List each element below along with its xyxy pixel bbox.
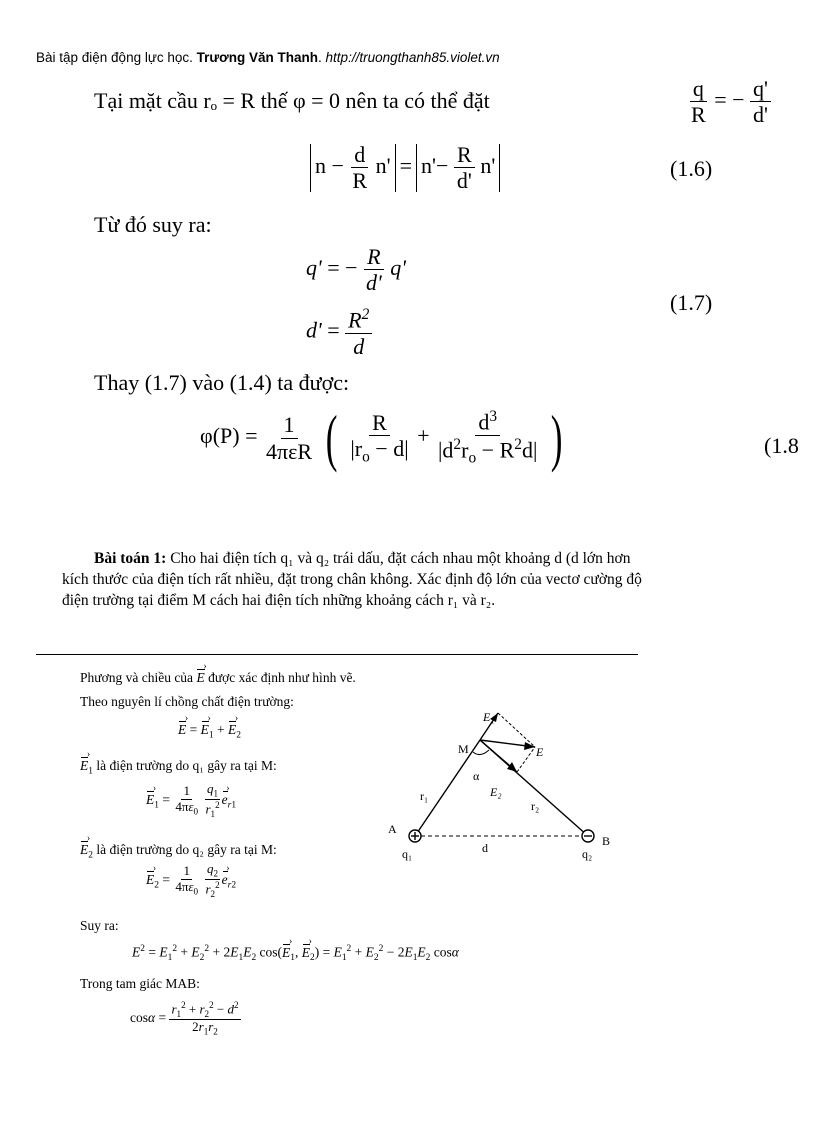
page-header <box>36 50 500 65</box>
label-E1: E₁ <box>483 710 495 724</box>
line-surface-condition <box>94 88 490 114</box>
header-subject: Bài tập điện động lực học. <box>36 50 197 65</box>
angle-alpha-arc <box>473 750 489 755</box>
eq-1-7-b: d' = $\frac{R^2}{d}$ <box>306 306 372 359</box>
eq-q-over-R: $\frac{q}{R}$ = − $\frac{q'}{d'}$ <box>688 76 771 128</box>
eq-label-1-6: (1.6) <box>670 156 713 181</box>
eq-1-8: φ(P) = $\frac{1}{\text{4πεR}}$ ( $\frac{R}{|r_o - d|}$ + $\frac{d^3}{|d^2r_o - R^2d|}$ ) <box>200 402 563 473</box>
sol-line-5: Suy ra: <box>80 918 119 933</box>
sol-line-1: Phương và chiều của E › được xác định như hình vẽ. <box>80 670 356 686</box>
label-r1: r₁ <box>420 789 429 803</box>
label-q2: q₂ <box>582 847 593 861</box>
problem-title: Bài toán 1: <box>94 550 167 567</box>
label-M: M <box>458 742 469 756</box>
label-E: E <box>536 745 544 759</box>
problem-statement <box>62 548 658 611</box>
sol-l4: là điện trường do q₂ gây ra tại M: <box>96 842 277 857</box>
sol-l1b: được xác định như hình vẽ. <box>208 670 356 685</box>
problem-text: Cho hai điện tích q₁ và q₂ trái dấu, đặt cách nhau một khoảng d (d lớn hơn kích thước của điện tích rất nhiều, đặt trong chân không. Xác định độ lớn của vectơ cường độ điện trường tại điểm M cách hai điện tích những khoảng cách r₁ và r₂. <box>62 550 642 609</box>
sol-line-3: E $›_1$ là điện trường do q₁ gây ra tại M: <box>80 758 277 777</box>
eq-E1: E $›_1$ = $\frac{1}{4\pi\varepsilon_0}$ $\frac{q_1}{r_1^2}$ e $›_{r1}$ <box>146 782 236 819</box>
label-q1: q₁ <box>402 847 413 861</box>
label-B: B <box>602 834 611 848</box>
header-author: Trương Văn Thanh <box>196 50 319 65</box>
label-alpha: α <box>473 769 480 783</box>
label-r2: r₂ <box>531 799 540 813</box>
eq-1-6: n − $\frac{d}{R}$ n' = n'− $\frac{R}{d'}$ n' <box>306 142 504 194</box>
header-sep: . <box>318 50 326 65</box>
line-AM <box>415 740 480 836</box>
eq-superposition: E › = E $›_1 + E$ $›_2$ <box>178 722 241 741</box>
sol-line-4: E $›_2$ là điện trường do q₂ gây ra tại M: <box>80 842 277 861</box>
label-A: A <box>388 822 397 836</box>
eq-1-7-a: q' = − $\frac{R}{d'}$ q' <box>306 244 406 296</box>
sol-line-6: Trong tam giác MAB: <box>80 976 200 991</box>
heading-tu-do: Từ đó suy ra: <box>94 212 212 237</box>
field-diagram <box>380 700 630 870</box>
sol-l1a: Phương và chiều của <box>80 670 194 685</box>
eq-E-squared: $E^2 = E_1^2 + E_2^2 + 2E_1E_2$ cos(E $›_1$, E $›_2) = E_1^2 + E_2^2 - 2E_1E_2$ cosα <box>132 944 459 963</box>
eq-cos-alpha: cosα = $\frac{r_1^2 + r_2^2 - d^2}{2r_1r_2}$ <box>130 1000 239 1037</box>
label-E2: E₂ <box>490 785 502 799</box>
sol-line-2: Theo nguyên lí chồng chất điện trường: <box>80 694 294 709</box>
sol-l3: là điện trường do q₁ gây ra tại M: <box>96 758 277 773</box>
dashed-E2-E <box>517 747 535 772</box>
eq-label-1-8: (1.8 <box>764 433 799 458</box>
dashed-E1-E <box>498 713 535 747</box>
header-url[interactable]: http://truongthanh85.violet.vn <box>325 50 500 65</box>
surface-condition-text: Tại mặt cầu rₒ = R thế φ = 0 nên ta có thể đặt <box>94 88 490 113</box>
eq-label-1-7: (1.7) <box>670 290 713 315</box>
eq-E2: E $›_2$ = $\frac{1}{4\pi\varepsilon_0}$ $\frac{q_2}{r_2^2}$ e $›_{r2}$ <box>146 862 236 899</box>
label-d: d <box>482 841 488 855</box>
arrowhead-E <box>524 742 535 750</box>
divider <box>36 654 638 655</box>
arrowhead-E2 <box>507 762 517 772</box>
heading-thay: Thay (1.7) vào (1.4) ta được: <box>94 370 350 395</box>
